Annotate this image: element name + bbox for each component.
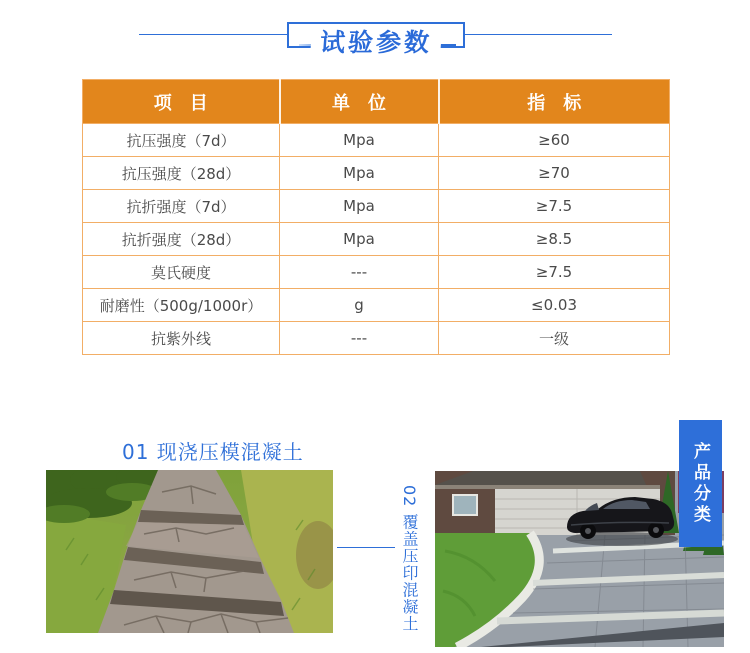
cell-index: ≤0.03 (439, 289, 670, 322)
table-row (83, 124, 670, 157)
table-row (83, 256, 670, 289)
cell-unit: Mpa (280, 157, 439, 190)
table-row (83, 223, 670, 256)
table-row (83, 322, 670, 355)
col-header-item: 项 目 (83, 80, 280, 124)
table-row (83, 157, 670, 190)
cell-unit: --- (280, 322, 439, 355)
product-label-02: 02 覆盖压印混凝土 (400, 485, 419, 633)
cell-unit: --- (280, 256, 439, 289)
product-category-tab[interactable]: 产品分类 (679, 420, 722, 547)
section-title: 试验参数 (310, 30, 442, 56)
table-row (83, 190, 670, 223)
cell-index: ≥70 (439, 157, 670, 190)
cell-unit: g (280, 289, 439, 322)
cell-index: ≥7.5 (439, 190, 670, 223)
title-rule-right (465, 34, 612, 35)
cell-item: 耐磨性（500g/1000r） (83, 289, 280, 322)
title-rule-left (139, 34, 287, 35)
cell-index: ≥8.5 (439, 223, 670, 256)
cell-unit: Mpa (280, 190, 439, 223)
stamped-path-photo (46, 470, 333, 633)
cell-item: 抗压强度（28d） (83, 157, 280, 190)
table-header-row (83, 80, 670, 124)
col-header-index: 指 标 (439, 80, 670, 124)
cell-item: 抗压强度（7d） (83, 124, 280, 157)
cell-index: ≥60 (439, 124, 670, 157)
col-header-unit: 单 位 (280, 80, 439, 124)
label-connector-line (337, 547, 395, 548)
cell-unit: Mpa (280, 223, 439, 256)
cell-unit: Mpa (280, 124, 439, 157)
cell-item: 抗紫外线 (83, 322, 280, 355)
cell-index: ≥7.5 (439, 256, 670, 289)
cell-item: 莫氏硬度 (83, 256, 280, 289)
cell-item: 抗折强度（28d） (83, 223, 280, 256)
cell-item: 抗折强度（7d） (83, 190, 280, 223)
cell-index: 一级 (439, 322, 670, 355)
product-label-01: 01 现浇压模混凝土 (122, 440, 304, 464)
table-row (83, 289, 670, 322)
spec-table (82, 79, 670, 355)
